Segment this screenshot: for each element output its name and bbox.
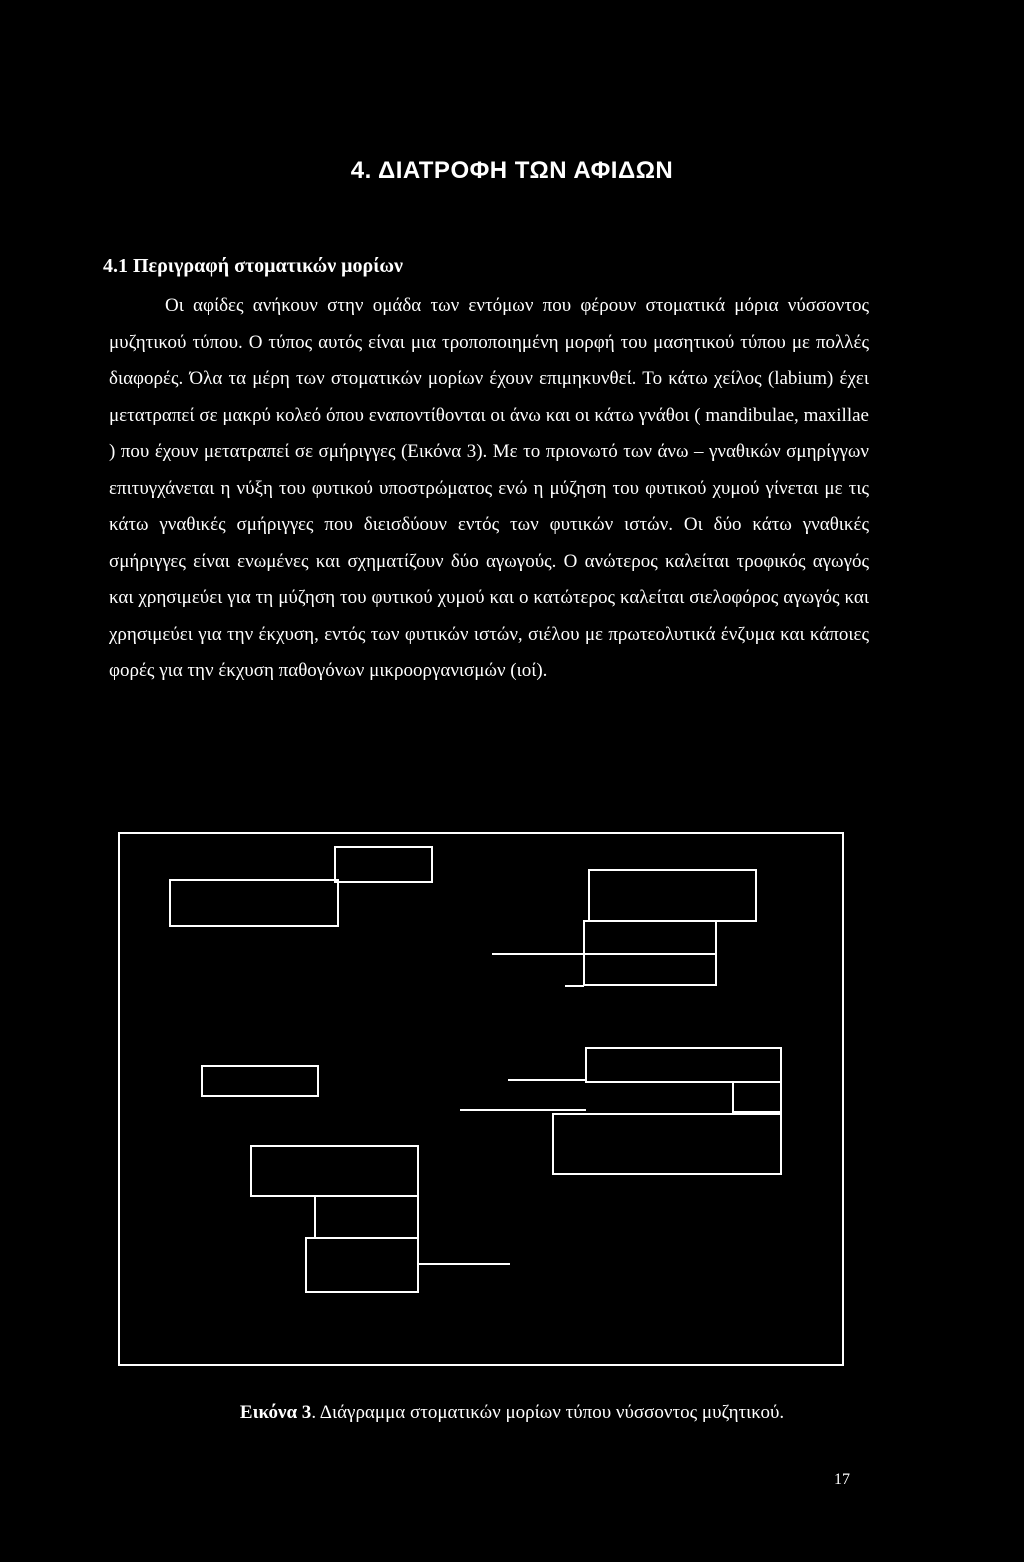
diagram-box-center-right-3 (553, 1114, 781, 1174)
diagram-box-upper-left (170, 880, 338, 926)
caption-text: . Διάγραμμα στοματικών μορίων τύπου νύσσοντος μυζητικού. (311, 1402, 785, 1423)
diagram-box-bottom-left (306, 1238, 418, 1292)
diagram-box-lower-center (251, 1146, 418, 1196)
diagram-box-center-right-2 (733, 1082, 781, 1112)
diagram-box-left-small (202, 1066, 318, 1096)
diagram-box-lower-mid (315, 1196, 418, 1238)
page-number: 17 (834, 1471, 850, 1488)
diagram-box-upper-right (589, 870, 756, 921)
chapter-title: 4. ΔΙΑΤΡΟΦΗ ΤΩΝ ΑΦΙΔΩΝ (350, 157, 674, 184)
diagram-box-right-lower (584, 954, 716, 985)
mouthparts-diagram (118, 832, 844, 1366)
diagram-box-right-middle (584, 921, 716, 954)
figure-caption (0, 1402, 1024, 1424)
diagram-box-center-right-1 (586, 1048, 781, 1082)
body-paragraph: Οι αφίδες ανήκουν στην ομάδα των εντόμων που φέρουν στοματικά μόρια νύσσοντος μυζητικού τύπου. Ο τύπος αυτός είναι μια τροποποιημένη μορφή του μασητικού τύπου με πολλές διαφορές. Όλα τα μέρη των στοματικών μορίων έχουν επιμηκυνθεί. Το κάτω χείλος (labium) έχει μετατραπεί σε μακρύ κολεό όπου εναποντίθονται οι άνω και οι κάτω γνάθοι ( mandibulae, maxillae ) που έχουν μετατραπεί σε σμήριγγες (Εικόνα 3). Με το πριονωτό των άνω – γναθικών σμηρίγγων επιτυγχάνεται η νύξη του φυτικού υποστρώματος ενώ η μύζηση του φυτικού χυμού γίνεται με τις κάτω γναθικές σμήριγγες που διεισδύουν εντός των φυτικών ιστών. Οι δύο κάτω γναθικές σμήριγγες είναι ενωμένες και σχηματίζουν δύο αγωγούς. Ο ανώτερος καλείται τροφικός αγωγός και χρησιμεύει για τη μύζηση του φυτικού χυμού και ο κατώτερος καλείται σιελοφόρος αγωγός και χρησιμεύει για την έκχυση, εντός των φυτικών ιστών, σιέλου με πρωτεολυτικά ένζυμα και κάποιες φορές για την έκχυση παθογόνων μικροοργανισμών (ιοί). (109, 295, 869, 681)
caption-label: Εικόνα 3 (239, 1402, 312, 1423)
section-title: 4.1 Περιγραφή στοματικών μορίων (103, 255, 403, 277)
diagram-box-top-center (335, 847, 432, 882)
diagram-drawing (120, 834, 842, 1364)
